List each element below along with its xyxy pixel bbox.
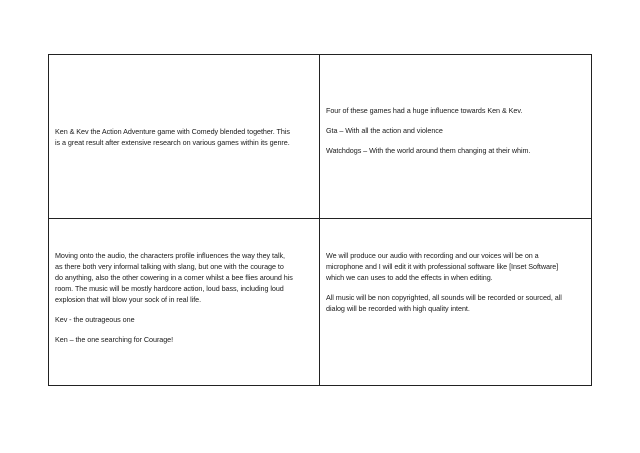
paragraph: We will produce our audio with recording and our voices will be on a microphone and I will edit it with professional software like [Inset Software] which we can uses to add the effects in when editing.: [326, 251, 559, 282]
cell-text: [55, 250, 313, 345]
paragraph: Four of these games had a huge influence towards Ken & Kev.: [326, 106, 523, 115]
table-cell-top-right: [320, 55, 591, 219]
cell-text: [326, 250, 585, 314]
paragraph: Kev - the outrageous one: [55, 315, 135, 324]
cell-text: [326, 105, 585, 156]
paragraph: Ken – the one searching for Courage!: [55, 335, 174, 344]
paragraph: All music will be non copyrighted, all sounds will be recorded or sourced, all dialog will be recorded with high quality intent.: [326, 293, 562, 313]
paragraph: Ken & Kev the Action Adventure game with Comedy blended together. This is a great result after extensive research on various games within its genre.: [55, 127, 290, 147]
content-table: [48, 54, 592, 386]
table-cell-top-left: [49, 55, 320, 219]
cell-text: [55, 126, 313, 148]
table-cell-bottom-left: [49, 219, 320, 385]
table-cell-bottom-right: [320, 219, 591, 385]
paragraph: Watchdogs – With the world around them changing at their whim.: [326, 146, 531, 155]
paragraph: Gta – With all the action and violence: [326, 126, 443, 135]
paragraph: Moving onto the audio, the characters profile influences the way they talk, as there both very informal talking with slang, but one with the courage to do anything, also the other cowering in a corner whilst a bee flies around his room. The music will be mostly hardcore action, loud bass, including loud explosion that will blow your sock of in real life.: [55, 251, 293, 304]
